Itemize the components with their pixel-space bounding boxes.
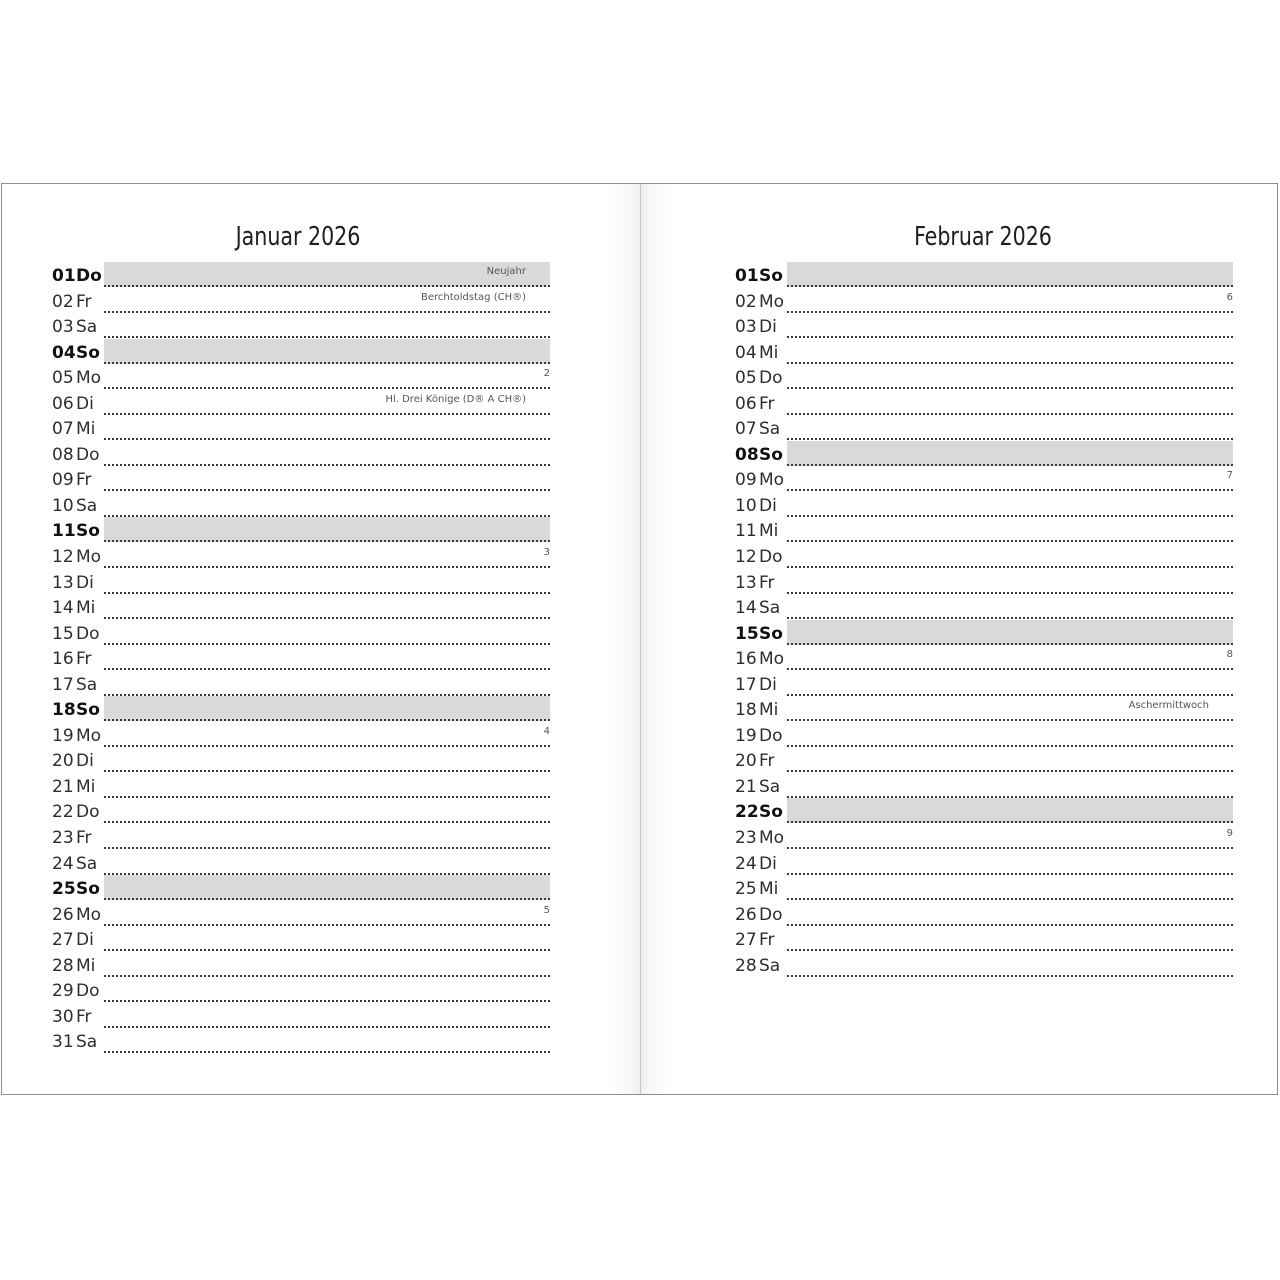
week-number: 2	[543, 368, 550, 380]
day-number: 11	[735, 521, 757, 542]
weekday-label: Sa	[76, 853, 98, 874]
day-row	[50, 492, 550, 518]
entry-line[interactable]	[787, 594, 1233, 619]
day-row	[733, 441, 1233, 467]
day-number: 04	[52, 342, 76, 363]
month-title-february: Februar 2026	[914, 222, 1052, 252]
day-row	[733, 773, 1233, 799]
day-row	[50, 952, 550, 978]
entry-line[interactable]	[787, 747, 1233, 772]
entry-line[interactable]	[787, 288, 1233, 313]
weekday-label: Di	[76, 393, 94, 414]
weekday-label: Mi	[76, 419, 96, 440]
day-number: 13	[52, 572, 74, 593]
day-row	[733, 875, 1233, 901]
day-row	[733, 696, 1233, 722]
weekday-label: Sa	[759, 955, 781, 976]
day-row	[50, 390, 550, 416]
day-row	[733, 620, 1233, 646]
weekday-label: Do	[759, 904, 783, 925]
weekday-label: Mi	[76, 955, 96, 976]
entry-line[interactable]	[104, 390, 550, 415]
weekday-label: Fr	[759, 930, 775, 951]
entry-line[interactable]	[787, 926, 1233, 951]
day-list-february	[733, 262, 1233, 977]
day-row	[50, 517, 550, 543]
weekday-label: Mo	[76, 904, 102, 925]
day-number: 22	[52, 802, 74, 823]
month-title-january: Januar 2026	[235, 222, 361, 252]
weekday-label: Fr	[76, 649, 92, 670]
day-row	[733, 415, 1233, 441]
weekday-label: Do	[76, 266, 102, 286]
week-number: 5	[543, 904, 550, 916]
entry-line[interactable]	[787, 671, 1233, 696]
weekday-label: So	[76, 342, 100, 363]
holiday-note: Hl. Drei Könige (D® A CH®)	[385, 393, 526, 405]
day-number: 05	[52, 368, 74, 389]
entry-line[interactable]	[104, 645, 550, 670]
weekday-label: Sa	[759, 598, 781, 619]
day-number: 31	[52, 1032, 74, 1053]
entry-line[interactable]	[787, 415, 1233, 440]
day-number: 07	[735, 419, 757, 440]
entry-line[interactable]	[787, 773, 1233, 798]
entry-line[interactable]	[104, 1028, 550, 1053]
day-row	[733, 569, 1233, 595]
entry-line[interactable]	[787, 364, 1233, 389]
entry-line[interactable]	[787, 952, 1233, 977]
entry-line[interactable]	[104, 926, 550, 951]
weekday-label: Do	[76, 623, 100, 644]
day-number: 22	[735, 802, 759, 823]
entry-line[interactable]	[104, 824, 550, 849]
day-row	[50, 798, 550, 824]
day-number: 01	[52, 266, 76, 286]
week-number: 9	[1226, 828, 1233, 840]
entry-line[interactable]	[787, 696, 1233, 721]
entry-line[interactable]	[104, 747, 550, 772]
day-row	[50, 722, 550, 748]
day-row	[733, 517, 1233, 543]
entry-line[interactable]	[104, 671, 550, 696]
week-number: 3	[543, 547, 550, 559]
entry-line[interactable]	[787, 569, 1233, 594]
day-number: 20	[735, 751, 757, 772]
day-row	[733, 364, 1233, 390]
day-number: 05	[735, 368, 757, 389]
weekday-label: Fr	[76, 291, 92, 312]
day-number: 09	[735, 470, 757, 491]
day-number: 10	[52, 495, 74, 516]
holiday-note: Neujahr	[486, 266, 526, 277]
day-number: 08	[52, 444, 74, 465]
day-row	[733, 339, 1233, 365]
day-row	[50, 824, 550, 850]
weekday-label: Sa	[759, 419, 781, 440]
day-number: 17	[52, 674, 74, 695]
weekday-label: Sa	[76, 674, 98, 695]
weekday-label: Di	[76, 572, 94, 593]
weekday-label: Di	[759, 674, 777, 695]
weekday-label: So	[76, 700, 100, 721]
entry-line[interactable]	[104, 620, 550, 645]
weekday-label: Mo	[76, 368, 102, 389]
weekday-label: Mi	[759, 342, 779, 363]
entry-line[interactable]	[104, 441, 550, 466]
holiday-note: Aschermittwoch	[1128, 700, 1209, 712]
day-number: 20	[52, 751, 74, 772]
weekday-label: Di	[759, 853, 777, 874]
day-row	[50, 1028, 550, 1054]
entry-line[interactable]	[104, 773, 550, 798]
day-list-january	[50, 262, 550, 1054]
day-row	[50, 288, 550, 314]
day-number: 21	[735, 776, 757, 797]
day-row	[50, 773, 550, 799]
weekday-label: Mi	[76, 776, 96, 797]
day-row	[50, 339, 550, 365]
day-row	[50, 977, 550, 1003]
day-row	[733, 850, 1233, 876]
page-february	[641, 184, 1277, 1094]
entry-line[interactable]	[104, 1003, 550, 1028]
entry-line[interactable]	[787, 262, 1233, 287]
weekday-label: Fr	[76, 828, 92, 849]
entry-line[interactable]	[787, 492, 1233, 517]
day-number: 02	[735, 291, 757, 312]
day-number: 04	[735, 342, 757, 363]
day-number: 09	[52, 470, 74, 491]
weekday-label: Sa	[76, 1032, 98, 1053]
day-number: 15	[52, 623, 74, 644]
day-number: 15	[735, 623, 759, 644]
entry-line[interactable]	[104, 901, 550, 926]
day-row	[50, 1003, 550, 1029]
day-number: 27	[52, 930, 74, 951]
entry-line[interactable]	[104, 569, 550, 594]
entry-line[interactable]	[104, 875, 550, 900]
day-row	[733, 543, 1233, 569]
day-number: 02	[52, 291, 74, 312]
day-row	[733, 262, 1233, 288]
day-row	[733, 313, 1233, 339]
weekday-label: Sa	[76, 317, 98, 338]
entry-line[interactable]	[104, 313, 550, 338]
entry-line[interactable]	[787, 517, 1233, 542]
entry-line[interactable]	[104, 952, 550, 977]
day-row	[733, 798, 1233, 824]
day-number: 28	[52, 955, 74, 976]
day-number: 12	[52, 547, 74, 568]
entry-line[interactable]	[787, 543, 1233, 568]
day-row	[733, 952, 1233, 978]
entry-line[interactable]	[787, 390, 1233, 415]
entry-line[interactable]	[104, 492, 550, 517]
weekday-label: Mo	[76, 725, 102, 746]
day-row	[733, 824, 1233, 850]
day-row	[50, 875, 550, 901]
day-row	[733, 594, 1233, 620]
day-number: 12	[735, 547, 757, 568]
week-number: 7	[1226, 470, 1233, 482]
day-row	[50, 313, 550, 339]
day-number: 14	[52, 598, 74, 619]
week-number: 8	[1226, 649, 1233, 661]
weekday-label: Fr	[759, 751, 775, 772]
day-row	[50, 364, 550, 390]
entry-line[interactable]	[787, 901, 1233, 926]
entry-line[interactable]	[787, 620, 1233, 645]
day-number: 24	[735, 853, 757, 874]
entry-line[interactable]	[787, 339, 1233, 364]
weekday-label: Fr	[76, 470, 92, 491]
day-row	[733, 645, 1233, 671]
entry-line[interactable]	[787, 850, 1233, 875]
entry-line[interactable]	[104, 543, 550, 568]
entry-line[interactable]	[787, 441, 1233, 466]
day-number: 25	[52, 879, 76, 900]
entry-line[interactable]	[787, 824, 1233, 849]
weekday-label: Mo	[76, 547, 102, 568]
entry-line[interactable]	[104, 517, 550, 542]
day-number: 26	[52, 904, 74, 925]
day-number: 21	[52, 776, 74, 797]
day-number: 25	[735, 879, 757, 900]
weekday-label: Sa	[76, 495, 98, 516]
entry-line[interactable]	[104, 798, 550, 823]
day-row	[733, 747, 1233, 773]
day-row	[50, 262, 550, 288]
day-row	[733, 390, 1233, 416]
weekday-label: Do	[759, 368, 783, 389]
day-number: 23	[52, 828, 74, 849]
day-row	[50, 594, 550, 620]
weekday-label: Mo	[759, 291, 785, 312]
entry-line[interactable]	[104, 466, 550, 491]
day-number: 30	[52, 1006, 74, 1027]
day-row	[50, 850, 550, 876]
day-row	[50, 543, 550, 569]
weekday-label: Mo	[759, 828, 785, 849]
holiday-note: Berchtoldstag (CH®)	[421, 291, 526, 303]
weekday-label: Mo	[759, 649, 785, 670]
day-number: 18	[735, 700, 757, 721]
weekday-label: Di	[76, 751, 94, 772]
weekday-label: Do	[76, 981, 100, 1002]
weekday-label: So	[76, 521, 100, 542]
weekday-label: Di	[76, 930, 94, 951]
day-number: 16	[735, 649, 757, 670]
day-number: 18	[52, 700, 76, 721]
weekday-label: Do	[76, 802, 100, 823]
day-row	[50, 569, 550, 595]
entry-line[interactable]	[787, 313, 1233, 338]
day-number: 19	[735, 725, 757, 746]
day-number: 14	[735, 598, 757, 619]
day-row	[50, 441, 550, 467]
day-number: 23	[735, 828, 757, 849]
day-number: 10	[735, 495, 757, 516]
planner-spread	[1, 183, 1278, 1095]
weekday-label: So	[759, 444, 783, 465]
page-january	[2, 184, 640, 1094]
day-number: 01	[735, 266, 759, 286]
entry-line[interactable]	[787, 798, 1233, 823]
weekday-label: So	[759, 266, 783, 286]
weekday-label: Mi	[76, 598, 96, 619]
day-number: 28	[735, 955, 757, 976]
day-row	[50, 747, 550, 773]
weekday-label: Do	[759, 547, 783, 568]
entry-line[interactable]	[787, 466, 1233, 491]
day-number: 27	[735, 930, 757, 951]
weekday-label: Fr	[759, 393, 775, 414]
entry-line[interactable]	[787, 645, 1233, 670]
day-row	[733, 466, 1233, 492]
day-row	[50, 415, 550, 441]
entry-line[interactable]	[787, 875, 1233, 900]
weekday-label: Mi	[759, 521, 779, 542]
weekday-label: So	[759, 802, 783, 823]
day-number: 13	[735, 572, 757, 593]
day-row	[733, 492, 1233, 518]
day-number: 19	[52, 725, 74, 746]
day-row	[733, 288, 1233, 314]
week-number: 4	[543, 725, 550, 737]
day-row	[50, 645, 550, 671]
day-number: 29	[52, 981, 74, 1002]
day-number: 08	[735, 444, 759, 465]
day-number: 11	[52, 521, 76, 542]
weekday-label: Do	[759, 725, 783, 746]
day-number: 17	[735, 674, 757, 695]
weekday-label: So	[76, 879, 100, 900]
day-row	[733, 722, 1233, 748]
entry-line[interactable]	[104, 339, 550, 364]
entry-line[interactable]	[104, 364, 550, 389]
entry-line[interactable]	[104, 977, 550, 1002]
day-number: 06	[52, 393, 74, 414]
weekday-label: Di	[759, 495, 777, 516]
weekday-label: Mo	[759, 470, 785, 491]
entry-line[interactable]	[104, 415, 550, 440]
day-row	[50, 671, 550, 697]
weekday-label: So	[759, 623, 783, 644]
entry-line[interactable]	[104, 262, 550, 287]
day-number: 06	[735, 393, 757, 414]
weekday-label: Fr	[76, 1006, 92, 1027]
day-number: 16	[52, 649, 74, 670]
entry-line[interactable]	[104, 594, 550, 619]
entry-line[interactable]	[104, 288, 550, 313]
weekday-label: Sa	[759, 776, 781, 797]
entry-line[interactable]	[104, 850, 550, 875]
day-number: 03	[52, 317, 74, 338]
weekday-label: Fr	[759, 572, 775, 593]
day-row	[733, 671, 1233, 697]
day-number: 03	[735, 317, 757, 338]
day-row	[50, 901, 550, 927]
weekday-label: Di	[759, 317, 777, 338]
week-number: 6	[1226, 291, 1233, 303]
day-row	[733, 901, 1233, 927]
weekday-label: Mi	[759, 700, 779, 721]
weekday-label: Do	[76, 444, 100, 465]
weekday-label: Mi	[759, 879, 779, 900]
entry-line[interactable]	[104, 696, 550, 721]
day-row	[50, 620, 550, 646]
day-row	[733, 926, 1233, 952]
day-number: 07	[52, 419, 74, 440]
day-row	[50, 926, 550, 952]
entry-line[interactable]	[104, 722, 550, 747]
day-number: 24	[52, 853, 74, 874]
day-row	[50, 466, 550, 492]
entry-line[interactable]	[787, 722, 1233, 747]
day-row	[50, 696, 550, 722]
day-number: 26	[735, 904, 757, 925]
